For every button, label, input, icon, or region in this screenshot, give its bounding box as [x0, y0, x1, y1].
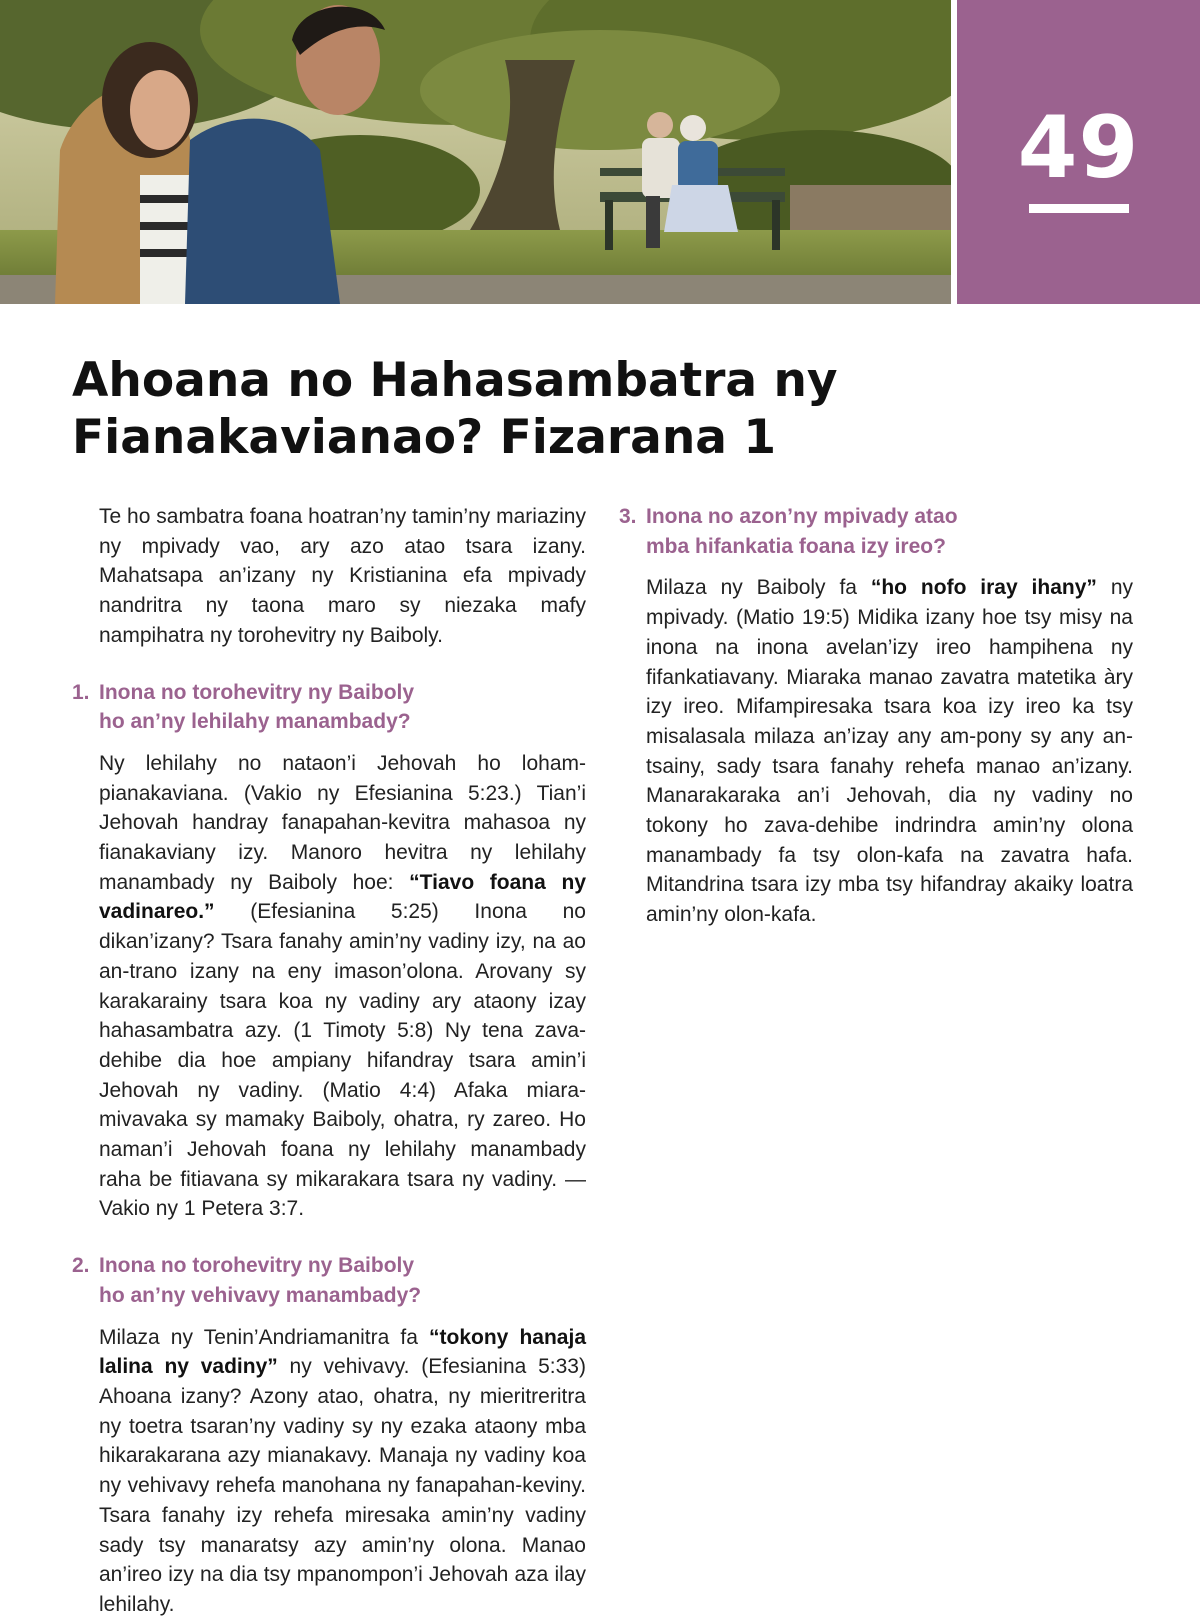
question-number: 3.	[619, 505, 637, 528]
question-number: 2.	[72, 1254, 90, 1278]
page-title	[72, 352, 1132, 466]
question-line: mba hifankatia foana izy ireo?	[646, 534, 946, 558]
title-line-2: Fianakavianao? Fizarana 1	[72, 410, 777, 465]
question-1	[72, 678, 586, 737]
answer-3	[646, 573, 1133, 929]
answer-emphasis: “tokony hanaja lalina ny vadiny”	[99, 1325, 586, 1379]
answer-text: ny mpivady. (Matio 19:5) Midika izany hoe tsy misy na inona na inona avelan’izy ireo hampihena ny fifankatiavany. Miaraka manao zavatra matetika àry izy ireo. Mifampiresaka tsara koa izy ireo ka tsy misalasala milaza an’izay any am-pony sy any an-tsainy, sady tsara fanahy rehefa manao an’izany. Manarakaraka an’i Jehovah, dia ny vadiny no tokony ho zava-dehibe indrindra amin’ny olona manambady fa tsy olon-kafa na zavatra hafa. Mitandrina tsara izy mba tsy hifandray akaiky loatra amin’ny olon-kafa.	[646, 576, 1134, 927]
answer-text: Ny lehilahy no nataon’i Jehovah ho loham-pianakaviana. (Vakio ny Efesianina 5:23.) Tian’i Jehovah handray fanapahan-kevitra mahasoa ny fianakaviany izy. Manoro hevitra ny lehilahy manambady ny Baiboly hoe:	[99, 751, 586, 894]
question-line: ho an’ny vehivavy manambady?	[99, 1283, 422, 1307]
question-2	[72, 1251, 586, 1310]
right-column	[619, 502, 1133, 930]
answer-emphasis: “ho nofo iray ihany”	[870, 576, 1097, 600]
answer-text: Milaza ny Tenin’Andriamanitra fa	[99, 1325, 430, 1349]
answer-text: (Efesianina 5:25) Inona no dikan’izany? Tsara fanahy amin’ny vadiny izy, na ao an-trano izany na eny imason’olona. Arovany sy karakarainy tsara koa ny vadiny ary ataony izay hahasambatra azy. (1 Timoty 5:8) Ny tena zava-dehibe dia hoe ampiany hifandray tsara amin’i Jehovah ny vadiny. (Matio 4:4) Afaka miara-mivavaka sy mamaky Baiboly, ohatra, ry zareo. Ho naman’i Jehovah foana ny lehilahy manambady raha be fitiavana sy mikarakara tsara ny vadiny. —Vakio ny 1 Petera 3:7.	[99, 900, 586, 1221]
question-3	[619, 502, 1133, 561]
lesson-number: 49	[1017, 98, 1140, 198]
answer-emphasis: “Tiavo foana ny vadinareo.”	[99, 870, 586, 924]
answer-1	[99, 749, 586, 1224]
question-line: Inona no torohevitry ny Baiboly	[99, 1254, 415, 1278]
lesson-badge	[957, 0, 1200, 304]
answer-text: Milaza ny Baiboly fa	[646, 576, 871, 600]
question-line: ho an’ny lehilahy manambady?	[99, 710, 411, 734]
question-line: Inona no torohevitry ny Baiboly	[99, 680, 415, 704]
answer-2	[99, 1323, 586, 1620]
intro-paragraph: Te ho sambatra foana hoatran’ny tamin’ny mariaziny ny mpivady vao, ary azo atao tsara izany. Mahatsapa an’izany ny Kristianina efa mpivady nandritra ny taona maro sy niezaka mafy nampihatra ny torohevitry ny Baiboly.	[99, 505, 586, 647]
header-photo	[0, 0, 951, 304]
answer-text: ny vehivavy. (Efesianina 5:33) Ahoana izany? Azony atao, ohatra, ny mieritreritra ny toetra tsaran’ny vadiny sy ny ezaka ataony mba hikarakarana azy mianakavy. Manaja ny vadiny koa ny vehivavy rehefa manohana ny fanapahan-keviny. Tsara fanahy izy rehefa miresaka amin’ny vadiny sady tsy manaratsy azy amin’ny olona. Manao an’ireo izy na dia tsy mpanompon’i Jehovah aza ilay lehilahy.	[99, 1355, 586, 1616]
question-line: Inona no azon’ny mpivady atao	[646, 505, 958, 528]
title-line-1: Ahoana no Hahasambatra ny	[72, 353, 838, 408]
left-column	[72, 502, 586, 1620]
lesson-underline	[1029, 204, 1129, 213]
question-number: 1.	[72, 680, 90, 704]
